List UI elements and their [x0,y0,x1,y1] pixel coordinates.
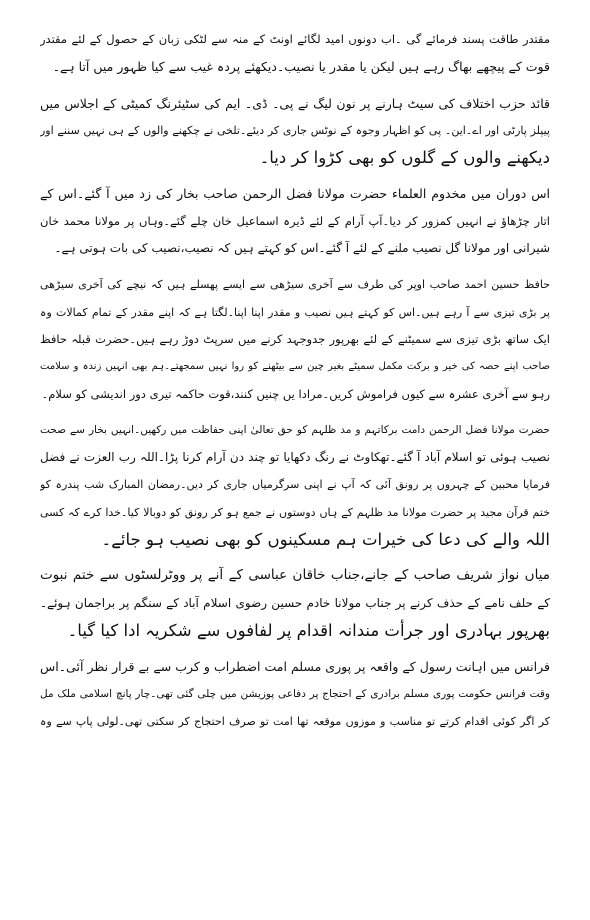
text-line: فرمایا محبین کے چہروں پر رونق آئی کہ آپ نے اپنی سرگرمیاں جاری کر دیں۔رمضان المبارک شب پندرہ کو [40,478,550,492]
text-line: ایک ساتھ بڑی تیزی سے سمیٹنے کے لئے بھرپور جدوجہد کرنے میں سرپٹ دوڑ رہے ہیں۔حضرت قبلہ حافظ [40,331,550,346]
text-line: دیکھنے والوں کے گلوں کو بھی کڑوا کر دیا۔ [259,148,550,168]
paragraph-1 [40,26,550,81]
text-line: قائد حزب اختلاف کی سیٹ ہارنے پر نون لیگ نے پی۔ ڈی۔ ایم کی سٹیئرنگ کمیٹی کے اجلاس میں [40,95,550,111]
text-line: اتار چڑھاؤ نے انہیں کمزور کر دیا۔آپ آرام کے لئے ڈیرہ اسماعیل خان چلے گئے۔وہاں پر مولانا محمد خان [40,213,550,228]
paragraph-3 [40,180,550,262]
paragraph-6 [40,562,550,644]
text-line: رہو سے آخری عشرہ سے کیوں فراموش کریں۔مرادا یں چنیں کنند،قوت حاکمہ تیری دور اندیشی کو سلام۔ [41,386,550,401]
text-line: کے حلف نامے کے حذف کرنے پر جناب مولانا خادم حسین رضوی اسلام آباد کے سنگم پر براجمان ہوئے۔ [40,595,550,610]
paragraph-5 [40,417,550,553]
text-line: شیرانی اور مولانا گل نصیب ملنے کے لئے آ گئے۔اس کو کہتے ہیں کہ نصیب،نصیب کی بات ہوتی ہے۔ [54,241,550,256]
paragraph-2 [40,90,550,172]
text-line: وقت فرانس حکومت پوری مسلم برادری کے احتجاج پر دفاعی پوزیشن میں چلی گئی تھی۔چار پانچ اسلامی ملک مل [40,687,550,700]
text-line: بھرپور بہادری اور جرأت مندانہ اقدام پر لفافوں سے شکریہ ادا کیا گیا۔ [67,620,550,640]
text-line: صاحب اپنے حصہ کی خیر و برکت مکمل سمیٹے بغیر چین سے بیٹھنے کو روا نہیں سمجھتے۔ہم بھی انہیں زندہ و سلامت [40,361,550,373]
paragraph-4 [40,271,550,407]
text-line: اللہ والے کی دعا کی خیرات ہم مسکینوں کو بھی نصیب ہو جائے۔ [101,530,550,550]
text-line: حافظ حسین احمد صاحب اوپر کی طرف سے آخری سیڑھی سے ایسے پھسلے ہیں کہ نیچے کی آخری سیڑھی [40,278,550,292]
text-line: پیپلز پارٹی اور اے۔این۔ پی کو اظہار وجوہ کے نوٹس جاری کر دیئے۔تلخی نے چکھنے والوں کے ہی نہیں سننے اور [40,123,550,137]
text-line: نصیب ہوئی تو اسلام آباد آ گئے۔تھکاوٹ نے رنگ دکھایا تو چند دن آرام کرنا پڑا۔اللہ رب العزت نے فضل [40,450,550,465]
text-line: مقتدر طاقت پسند فرمائے گی ۔اب دونوں امید لگائے اونٹ کے منہ سے لٹکی زبان کے حصول کے لئے مقتدر [40,32,550,46]
text-line: میاں نواز شریف صاحب کے جانے،جناب خاقان عباسی کے آنے پر ووٹرلسٹوں سے ختم نبوت [40,567,550,584]
text-line: فرانس میں اہانت رسول کے واقعہ پر پوری مسلم امت اضطراب و کرب سے بے قرار نظر آئی۔اس [40,659,550,675]
text-line: ختم قرآن مجید پر حضرت مولانا مد ظلہم کے ہاں دوستوں نے جمع ہو کر رونق کو دوبالا کیا۔خدا کرے کہ کسی [40,505,550,519]
paragraph-7 [40,653,550,735]
text-line: اس دوران میں مخدوم العلماء حضرت مولانا فضل الرحمن صاحب بخار کی زد میں آ گئے۔اس کے [40,186,550,202]
text-line: حضرت مولانا فضل الرحمن دامت برکاتہم و مد ظلہم کو حق تعالیٰ اپنی حفاظت میں رکھیں۔انہیں بخار سے صحت [40,423,550,436]
text-line: قوت کے پیچھے بھاگ رہے ہیں لیکن یا مقدر یا نصیب۔دیکھئے پردہ غیب سے کیا ظہور میں آتا ہے۔ [52,59,550,75]
text-line: پر بڑی تیزی سے آ رہے ہیں۔اس کو کہتے ہیں نصیب و مقدر اپنا اپنا۔لگتا ہے کہ اپنے مقدر کے تمام کمالات وہ [40,305,550,319]
text-line: کر اگر کوئی اقدام کرتے تو مناسب و موزوں موقعہ تھا امت تو صرف احتجاج کر سکتی تھی۔لولی پاپ سے وہ [40,714,550,728]
